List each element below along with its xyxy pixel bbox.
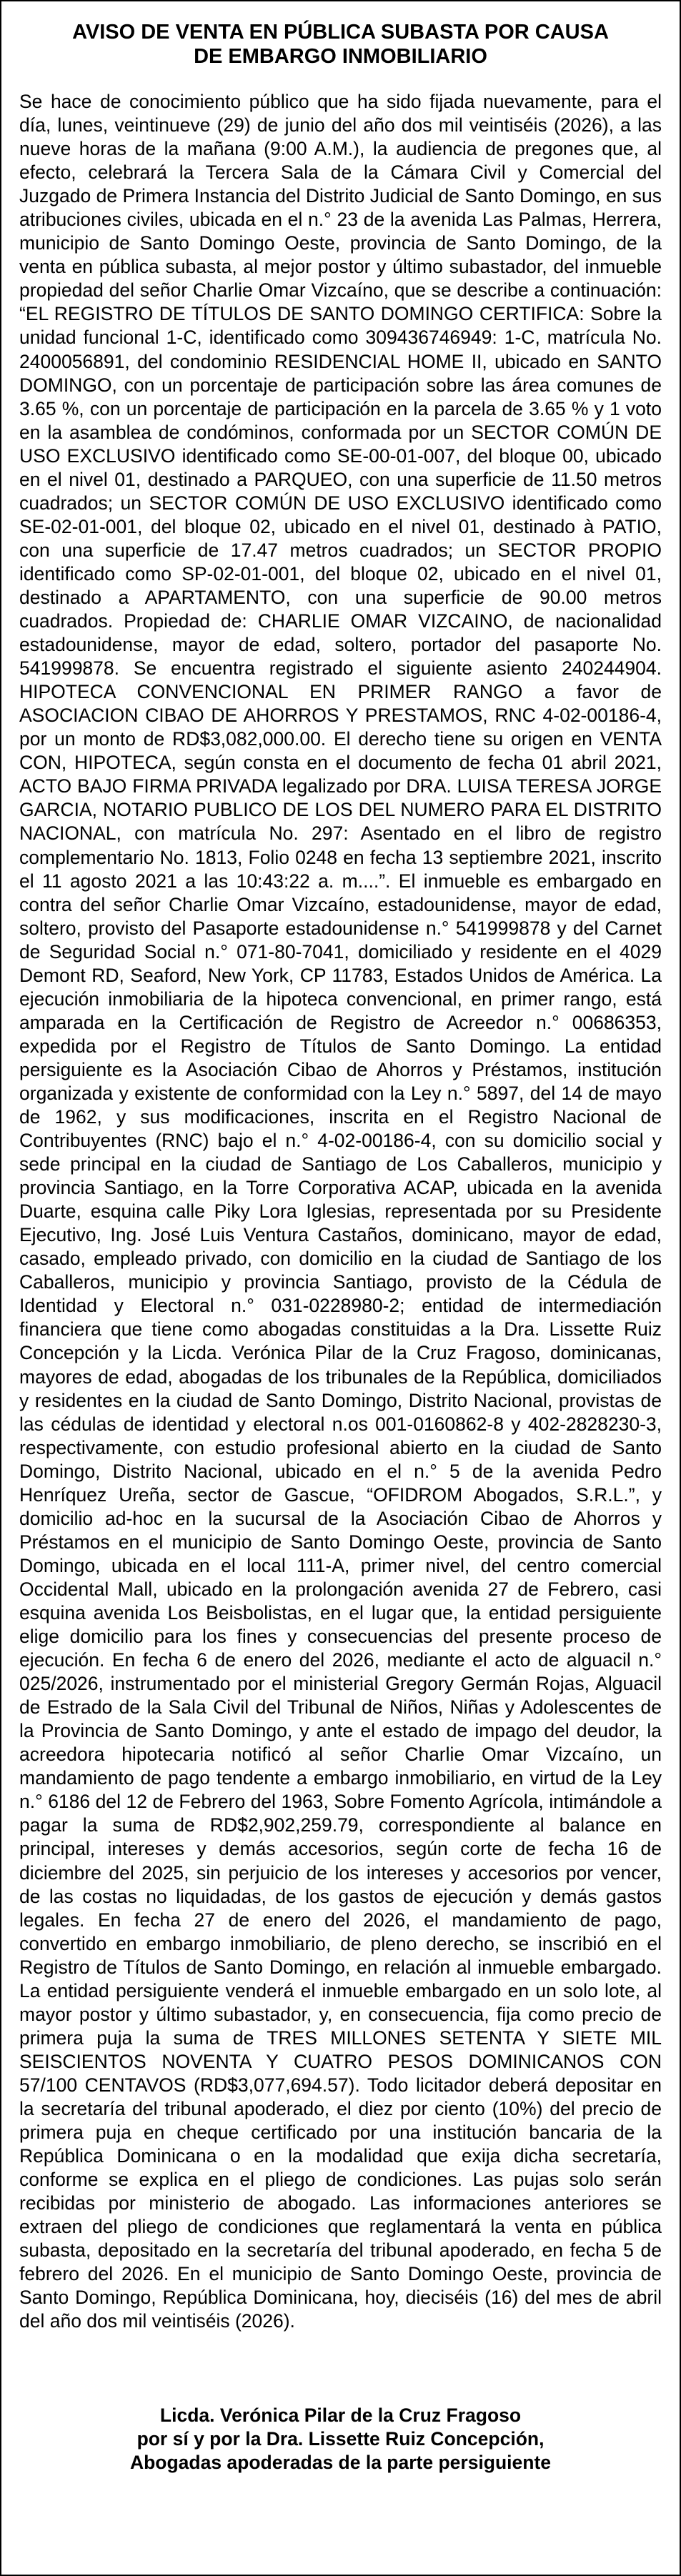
title-line: AVISO DE VENTA EN PÚBLICA SUBASTA POR CAUSA <box>72 21 609 44</box>
title-line: DE EMBARGO INMOBILIARIO <box>194 45 487 68</box>
notice-title <box>0 20 681 69</box>
signature-line: Licda. Verónica Pilar de la Cruz Fragoso <box>159 2405 522 2426</box>
signature-line: por sí y por la Dra. Lissette Ruiz Concepción, <box>136 2428 545 2450</box>
signature-line: Abogadas apoderadas de la parte persiguiente <box>129 2452 552 2473</box>
body-paragraph: Se hace de conocimiento público que ha sido fijada nuevamente, para el día, lunes, veintinueve (29) de junio del año dos mil veintiséis (2026), a las nueve horas de la mañana (9:00 A.M.), la audiencia de pregones que, al efecto, celebrará la Tercera Sala de la Cámara Civil y Comercial del Juzgado de Primera Instancia del Distrito Judicial de Santo Domingo, en sus atribuciones civiles, ubicada en el n.° 23 de la avenida Las Palmas, Herrera, municipio de Santo Domingo Oeste, provincia de Santo Domingo, de la venta en pública subasta, al mejor postor y último subastador, del inmueble propiedad del señor Charlie Omar Vizcaíno, que se describe a continuación: “EL REGISTRO DE TÍTULOS DE SANTO DOMINGO CERTIFICA: Sobre la unidad funcional 1-C, identificado como 309436746949: 1-C, matrícula No. 2400056891, del condominio RESIDENCIAL HOME II, ubicado en SANTO DOMINGO, con un porcentaje de participación sobre las área comunes de 3.65 %, con un porcentaje de participación en la parcela de 3.65 % y 1 voto en la asamblea de condóminos, conformada por un SECTOR COMÚN DE USO EXCLUSIVO identificado como SE-00-01-007, del bloque 00, ubicado en el nivel 01, destinado a PARQUEO, con una superficie de 11.50 metros cuadrados; un SECTOR COMÚN DE USO EXCLUSIVO identificado como SE-02-01-001, del bloque 02, ubicado en el nivel 01, destinado à PATIO, con una superficie de 17.47 metros cuadrados; un SECTOR PROPIO identificado como SP-02-01-001, del bloque 02, ubicado en el nivel 01, destinado a APARTAMENTO, con una superficie de 90.00 metros cuadrados. Propiedad de: CHARLIE OMAR VIZCAINO, de nacionalidad estadounidense, mayor de edad, soltero, portador del pasaporte No. 541999878. Se encuentra registrado el siguiente asiento 240244904. HIPOTECA CONVENCIONAL EN PRIMER RANGO a favor de ASOCIACION CIBAO DE AHORROS Y PRESTAMOS, RNC 4-02-00186-4, por un monto de RD$3,082,000.00. El derecho tiene su origen en VENTA CON, HIPOTECA, según consta en el documento de fecha 01 abril 2021, ACTO BAJO FIRMA PRIVADA legalizado por DRA. LUISA TERESA JORGE GARCIA, NOTARIO PUBLICO DE LOS DEL NUMERO PARA EL DISTRITO NACIONAL, con matrícula No. 297: Asentado en el libro de registro complementario No. 1813, Folio 0248 en fecha 13 septiembre 2021, inscrito el 11 agosto 2021 a las 10:43:22 a. m....”. El inmueble es embargado en contra del señor Charlie Omar Vizcaíno, estadounidense, mayor de edad, soltero, provisto del Pasaporte estadounidense n.° 541999878 y del Carnet de Seguridad Social n.° 071-80-7041, domiciliado y residente en el 4029 Demont RD, Seaford, New York, CP 11783, Estados Unidos de América. La ejecución inmobiliaria de la hipoteca convencional, en primer rango, está amparada en la Certificación de Registro de Acreedor n.° 00686353, expedida por el Registro de Títulos de Santo Domingo. La entidad persiguiente es la Asociación Cibao de Ahorros y Préstamos, institución organizada y existente de conformidad con la Ley n.° 5897, del 14 de mayo de 1962, y sus modificaciones, inscrita en el Registro Nacional de Contribuyentes (RNC) bajo el n.° 4-02-00186-4, con su domicilio social y sede principal en la ciudad de Santiago de Los Caballeros, municipio y provincia Santiago, en la Torre Corporativa ACAP, ubicada en la avenida Duarte, esquina calle Piky Lora Iglesias, representada por su Presidente Ejecutivo, Ing. José Luis Ventura Castaños, dominicano, mayor de edad, casado, empleado privado, con domicilio en la ciudad de Santiago de los Caballeros, municipio y provincia Santiago, provisto de la Cédula de Identidad y Electoral n.° 031-0228980-2; entidad de intermediación financiera que tiene como abogadas constituidas a la Dra. Lissette Ruiz Concepción y la Licda. Verónica Pilar de la Cruz Fragoso, dominicanas, mayores de edad, abogadas de los tribunales de la República, domiciliados y residentes en la ciudad de Santo Domingo, Distrito Nacional, provistas de las cédulas de identidad y electoral n.os 001-0160862-8 y 402-2828230-3, respectivamente, con estudio profesional abierto en la ciudad de Santo Domingo, Distrito Nacional, ubicado en el n.° 5 de la avenida Pedro Henríquez Ureña, sector de Gascue, “OFIDROM Abogados, S.R.L.”, y domicilio ad-hoc en la sucursal de la Asociación Cibao de Ahorros y Préstamos en el municipio de Santo Domingo Oeste, provincia de Santo Domingo, ubicada en el local 111-A, primer nivel, del centro comercial Occidental Mall, ubicado en la prolongación avenida 27 de Febrero, casi esquina avenida Los Beisbolistas, en el lugar que, la entidad persiguiente elige domicilio para los fines y consecuencias del presente proceso de ejecución. En fecha 6 de enero del 2026, mediante el acto de alguacil n.° 025/2026, instrumentado por el ministerial Gregory Germán Rojas, Alguacil de Estrado de la Sala Civil del Tribunal de Niños, Niñas y Adolescentes de la Provincia de Santo Domingo, y ante el estado de impago del deudor, la acreedora hipotecaria notificó al señor Charlie Omar Vizcaíno, un mandamiento de pago tendente a embargo inmobiliario, en virtud de la Ley n.° 6186 del 12 de Febrero del 1963, Sobre Fomento Agrícola, intimándole a pagar la suma de RD$2,902,259.79, correspondiente al balance en principal, intereses y demás accesorios, según corte de fecha 16 de diciembre del 2025, sin perjuicio de los intereses y accesorios por vencer, de las costas no liquidadas, de los gastos de ejecución y demás gastos legales. En fecha 27 de enero del 2026, el mandamiento de pago, convertido en embargo inmobiliario, de pleno derecho, se inscribió en el Registro de Títulos de Santo Domingo, en relación al inmueble embargado. La entidad persiguiente venderá el inmueble embargado en un solo lote, al mayor postor y último subastador, y, en consecuencia, fija como precio de primera puja la suma de TRES MILLONES SETENTA Y SIETE MIL SEISCIENTOS NOVENTA Y CUATRO PESOS DOMINICANOS CON 57/100 CENTAVOS (RD$3,077,694.57). Todo licitador deberá depositar en la secretaría del tribunal apoderado, el diez por ciento (10%) del precio de primera puja en cheque certificado por una institución bancaria de la República Dominicana o en la modalidad que exija dicha secretaría, conforme se explica en el pliego de condiciones. Las pujas solo serán recibidas por ministerio de abogado. Las informaciones anteriores se extraen del pliego de condiciones que reglamentará la venta en pública subasta, depositado en la secretaría del tribunal apoderado, en fecha 5 de febrero del 2026. En el municipio de Santo Domingo Oeste, provincia de Santo Domingo, República Dominicana, hoy, dieciséis (16) del mes de abril del año dos mil veintiséis (2026). <box>19 91 662 2332</box>
notice-body <box>19 90 662 2333</box>
signature-block <box>0 2404 681 2475</box>
